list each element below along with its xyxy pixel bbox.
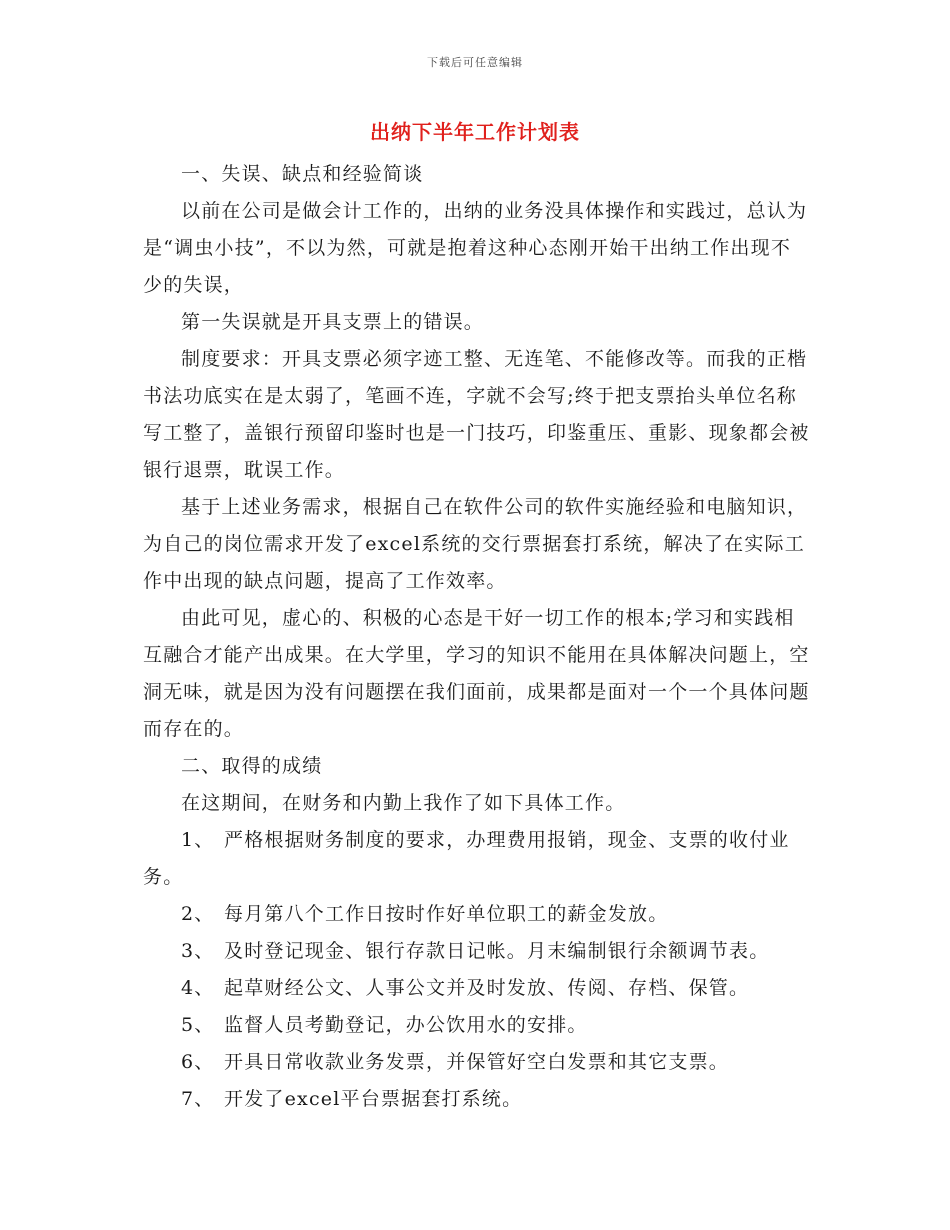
document-title: 出纳下半年工作计划表: [370, 120, 580, 144]
list-item-number: 6、: [181, 1051, 215, 1073]
list-item-text: 开发了excel平台票据套打系统。: [224, 1088, 523, 1110]
list-item-number: 3、: [181, 940, 215, 962]
header-note: 下载后可任意编辑: [427, 56, 523, 69]
list-item: [143, 896, 811, 933]
list-item: [143, 822, 811, 896]
list-item-number: 1、: [181, 829, 215, 851]
list-item-text: 每月第八个工作日按时作好单位职工的薪金发放。: [224, 903, 669, 925]
list-item-number: 2、: [181, 903, 215, 925]
paragraph: 由此可见，虚心的、积极的心态是干好一切工作的根本;学习和实践相互融合才能产出成果。在大学里，学习的知识不能用在具体解决问题上，空洞无味，就是因为没有问题摆在我们面前，成果都是面对一个一个具体问题而存在的。: [143, 607, 810, 740]
list-item-text: 及时登记现金、银行存款日记帐。月末编制银行余额调节表。: [224, 940, 770, 962]
list-item-number: 5、: [181, 1014, 215, 1036]
list-item: [143, 1081, 811, 1118]
list-item: [143, 1044, 811, 1081]
list-item-number: 7、: [181, 1088, 215, 1110]
paragraph: 以前在公司是做会计工作的，出纳的业务没具体操作和实践过，总认为是“调虫小技”，不以为然，可就是抱着这种心态刚开始干出纳工作出现不少的失误，: [143, 200, 808, 296]
list-item: [143, 1007, 811, 1044]
list-item-text: 开具日常收款业务发票，并保管好空白发票和其它支票。: [224, 1051, 730, 1073]
list-item-text: 起草财经公文、人事公文并及时发放、传阅、存档、保管。: [224, 977, 750, 999]
list-item: [143, 933, 811, 970]
paragraph: 第一失误就是开具支票上的错误。: [181, 311, 485, 333]
section-heading: 二、取得的成绩: [181, 755, 323, 777]
document-body: [143, 156, 811, 1118]
list-item-text: 监督人员考勤登记，办公饮用水的安排。: [224, 1014, 588, 1036]
list-item: [143, 970, 811, 1007]
list-item-text: 严格根据财务制度的要求，办理费用报销，现金、支票的收付业务。: [143, 829, 790, 888]
list-item-number: 4、: [181, 977, 215, 999]
paragraph: 制度要求：开具支票必须字迹工整、无连笔、不能修改等。而我的正楷书法功底实在是太弱了，笔画不连，字就不会写;终于把支票抬头单位名称写工整了，盖银行预留印鉴时也是一门技巧，印鉴重压、重影、现象都会被银行退票，耽误工作。: [143, 348, 810, 481]
paragraph: 在这期间，在财务和内勤上我作了如下具体工作。: [181, 792, 626, 814]
paragraph: 基于上述业务需求，根据自己在软件公司的软件实施经验和电脑知识，为自己的岗位需求开发了excel系统的交行票据套打系统，解决了在实际工作中出现的缺点问题，提高了工作效率。: [143, 496, 808, 592]
section-heading: 一、失误、缺点和经验简谈: [181, 163, 424, 185]
